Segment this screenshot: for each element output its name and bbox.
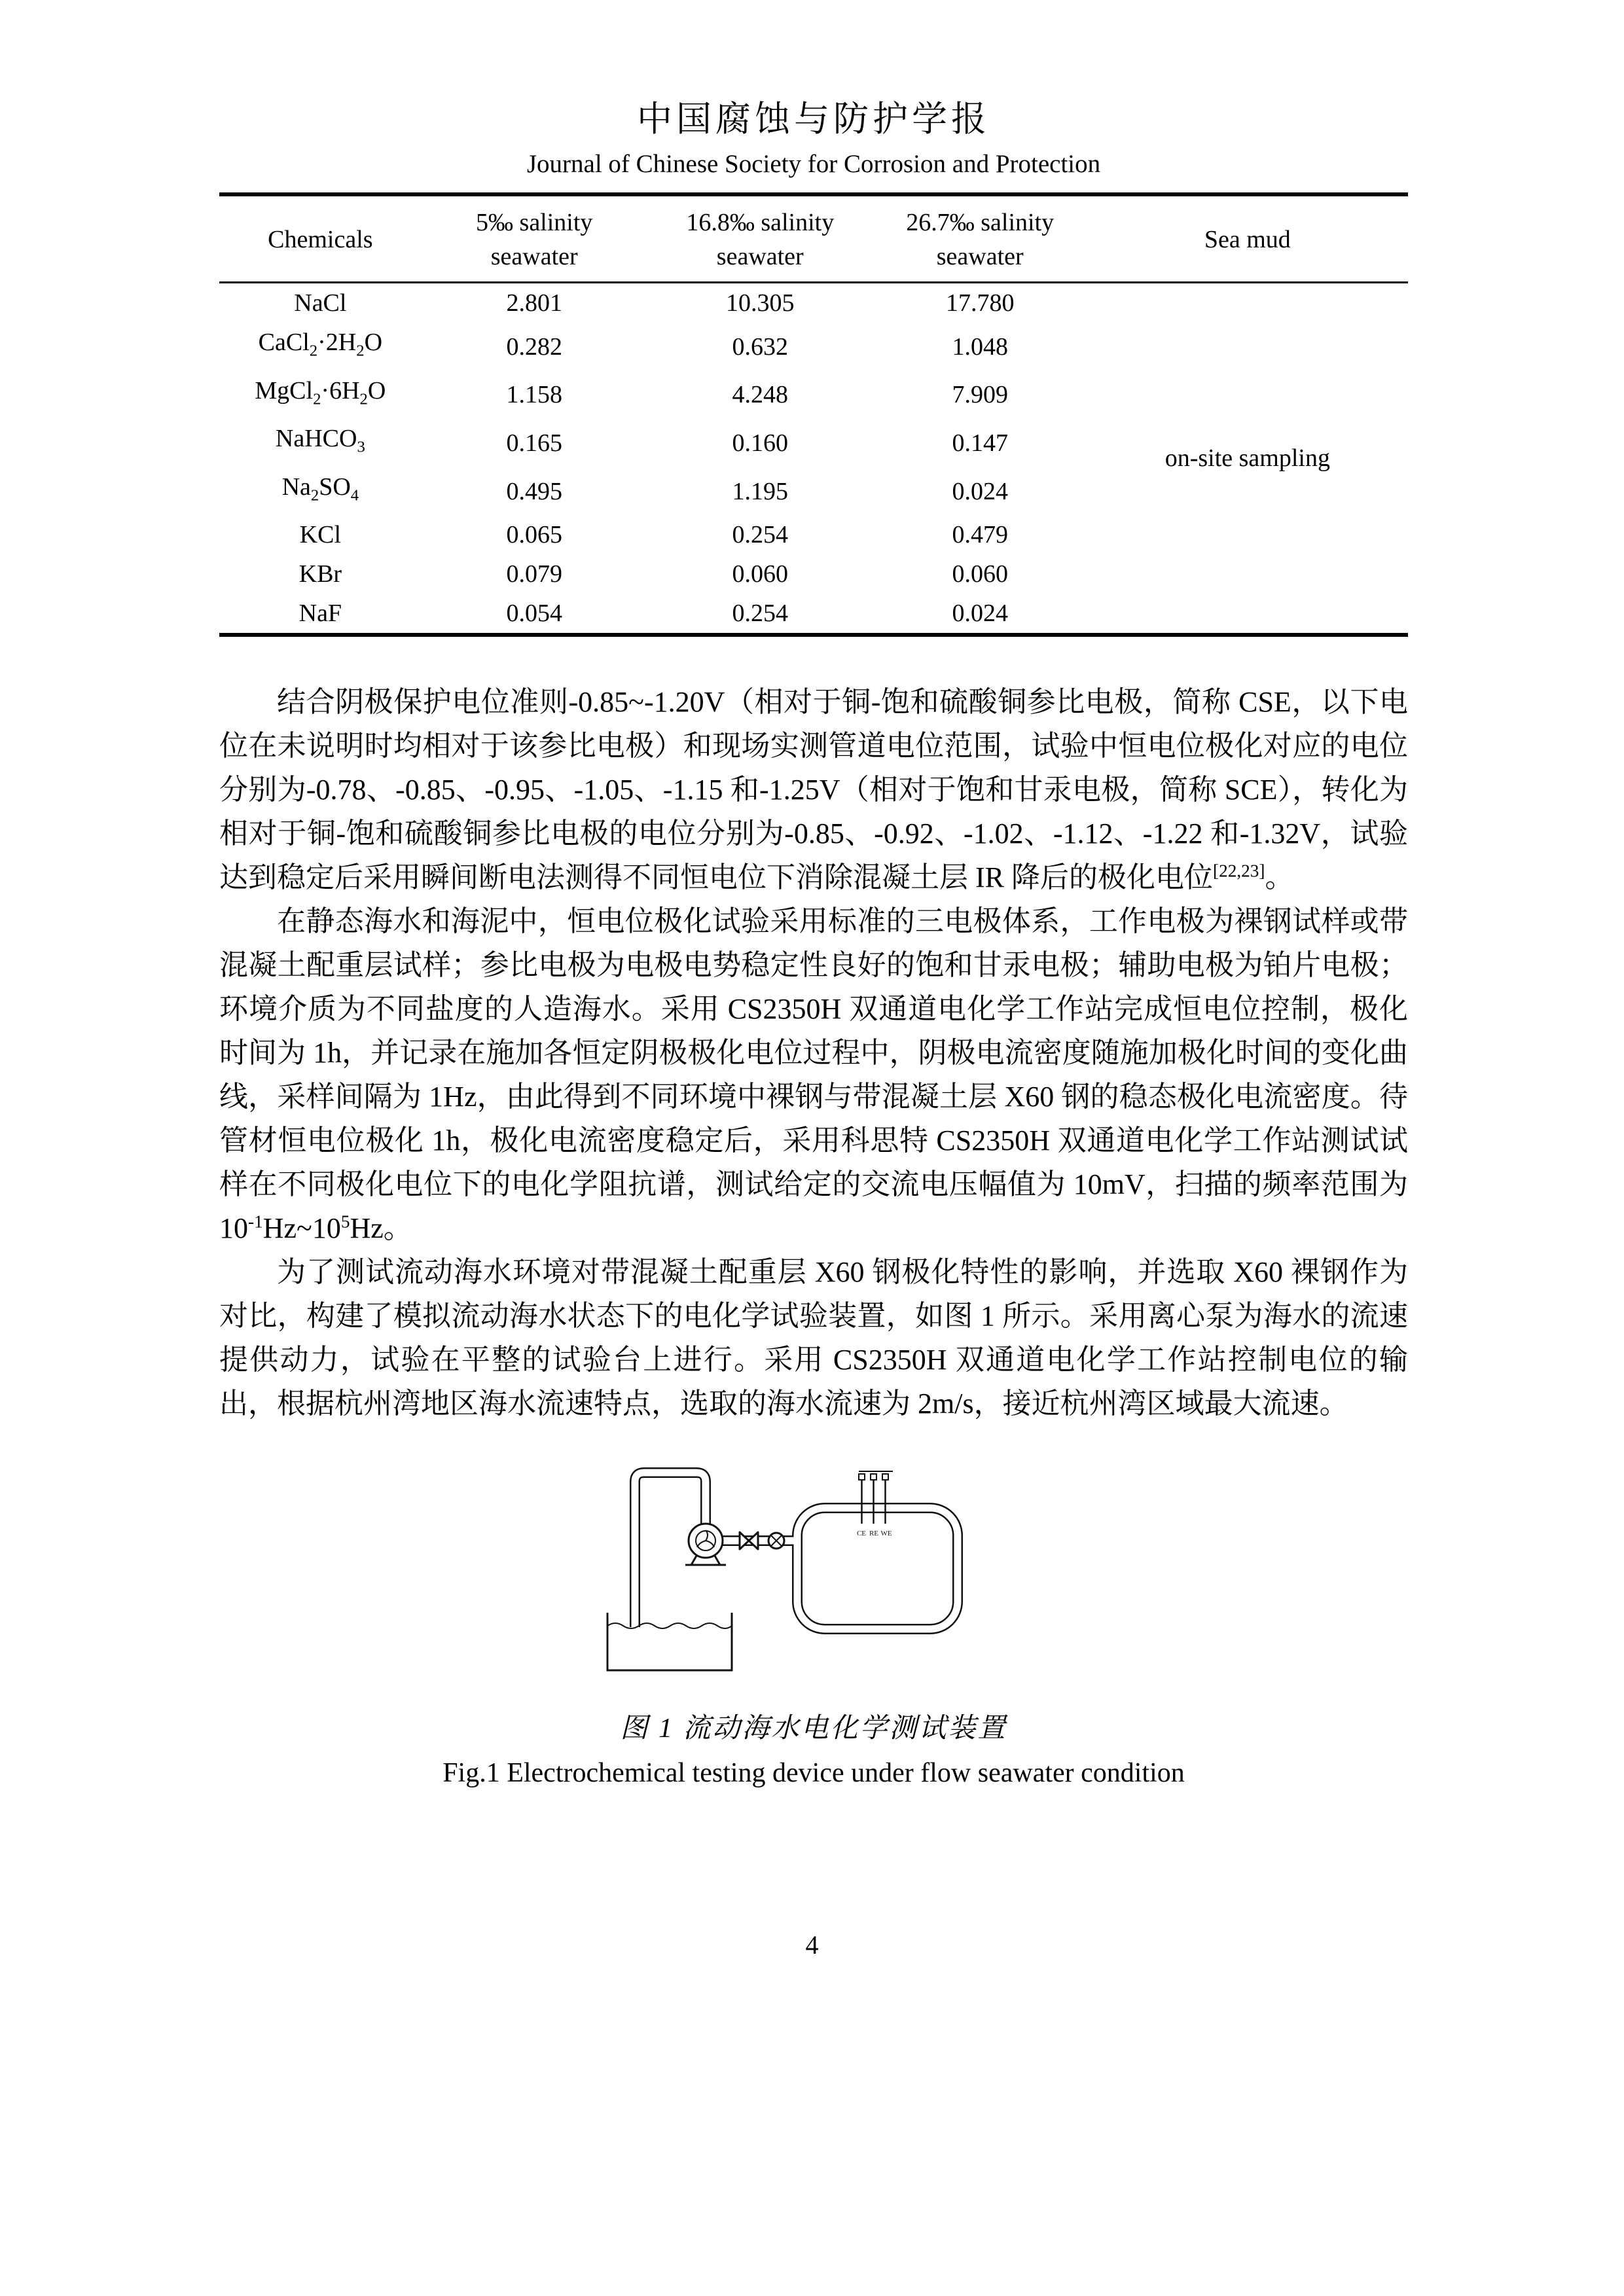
- chemical-name: KBr: [298, 560, 342, 588]
- paragraph-2: 在静态海水和海泥中，恒电位极化试验采用标准的三电极体系，工作电极为裸钢试样或带混凝土配重层试样；参比电极为电极电势稳定性良好的饱和甘汞电极；辅助电极为铂片电极；环境介质为不同盐度的人造海水。采用 CS2350H 双通道电化学工作站完成恒电位控制，极化时间为 1h，并记录在施加各恒定阴极极化电位过程中，阴极电流密度随施加极化时间的变化曲线，采样间隔为 1Hz，由此得到不同环境中裸钢与带混凝土层 X60 钢的稳态极化电流密度。待管材恒电位极化 1h，极化电流密度稳定后，采用科思特 CS2350H 双通道电化学工作站测试试样在不同极化电位下的电化学阻抗谱，测试给定的交流电压幅值为 10mV，扫描的频率范围为 $10^{-1}Hz\sim 10^5Hz$。: [219, 905, 1408, 1245]
- col-header-line: seawater: [936, 243, 1024, 270]
- chemical-name: $CaCl_2\cdot 2H_2O$: [258, 329, 383, 360]
- figure-caption: [219, 1706, 1408, 1789]
- value-cell: 7.909: [952, 381, 1008, 409]
- page-content: [219, 0, 1408, 1789]
- electrode-labels: [857, 1530, 892, 1537]
- figure-caption-cn: 图 1 流动海水电化学测试装置: [620, 1713, 1007, 1744]
- figure-1: [219, 1456, 1408, 1789]
- value-cell: 1.158: [506, 381, 562, 409]
- col-header-salinity-168: [647, 194, 873, 283]
- value-cell: 1.048: [952, 332, 1008, 361]
- electrode-label-we: WE: [880, 1530, 892, 1538]
- value-cell: 4.248: [732, 381, 789, 409]
- value-cell: 0.254: [732, 600, 789, 628]
- value-cell: 10.305: [726, 289, 795, 317]
- col-header-sea-mud: [1087, 194, 1408, 283]
- electrode-probes: [859, 1471, 893, 1524]
- paragraph-1: 结合阴极保护电位准则-0.85~-1.20V（相对于铜-饱和硫酸铜参比电极，简称 CSE，以下电位在未说明时均相对于该参比电极）和现场实测管道电位范围，试验中恒电位极化对应的电位分别为-0.78、-0.85、-0.95、-1.05、-1.15 和-1.25V（相对于饱和甘汞电极，简称 SCE），转化为相对于铜-饱和硫酸铜参比电极的电位分别为-0.85、-0.92、-1.02、-1.12、-1.22 和-1.32V，试验达到稳定后采用瞬间断电法测得不同恒电位下消除混凝土层 IR 降后的极化电位[22,23]。: [219, 686, 1408, 894]
- journal-header: [219, 97, 1408, 181]
- value-cell: 1.195: [732, 477, 789, 505]
- valve-icon: [740, 1532, 758, 1549]
- figure-caption-en: Fig.1 Electrochemical testing device under flow seawater condition: [442, 1758, 1185, 1789]
- value-cell: 0.065: [506, 521, 562, 549]
- chemical-name: $Na_2SO_4$: [281, 473, 359, 505]
- col-header-chemicals: [219, 194, 422, 283]
- value-cell: 0.060: [732, 560, 789, 588]
- value-cell: 0.024: [952, 600, 1008, 628]
- water-tank: [607, 1613, 732, 1670]
- value-cell: 0.024: [952, 477, 1008, 505]
- chemicals-table: [219, 192, 1408, 637]
- flowmeter-icon: [768, 1533, 784, 1549]
- col-header-line: Sea mud: [1204, 226, 1291, 253]
- sea-mud-cell: on-site sampling: [1164, 444, 1330, 473]
- value-cell: 0.060: [952, 560, 1008, 588]
- journal-title-en: Journal of Chinese Society for Corrosion and Protection: [526, 150, 1101, 178]
- value-cell: 0.632: [732, 332, 789, 361]
- value-cell: 0.282: [506, 332, 562, 361]
- chemical-name: NaHCO$_3$: [275, 425, 365, 456]
- page-number: 4: [805, 1930, 819, 1960]
- col-header-line: seawater: [716, 243, 804, 270]
- chemical-name: NaF: [298, 600, 342, 628]
- value-cell: 0.479: [952, 521, 1008, 549]
- col-header-line: 5‰ salinity: [476, 209, 593, 236]
- chemical-name: KCl: [299, 521, 342, 549]
- col-header-salinity-267: [873, 194, 1087, 283]
- col-header-line: 16.8‰ salinity: [686, 209, 835, 236]
- value-cell: 0.079: [506, 560, 562, 588]
- col-header-line: seawater: [490, 243, 578, 270]
- value-cell: 0.054: [506, 600, 562, 628]
- chemical-name: $MgCl_2\cdot 6H_2O$: [255, 376, 386, 408]
- journal-title-cn: 中国腐蚀与防护学报: [637, 99, 990, 139]
- value-cell: 0.147: [952, 429, 1008, 457]
- value-cell: 2.801: [506, 289, 562, 317]
- value-cell: 0.495: [506, 477, 562, 505]
- table-row: [219, 283, 1408, 323]
- value-cell: 17.780: [945, 289, 1015, 317]
- electrode-label-ce: CE: [856, 1530, 867, 1538]
- value-cell: 0.254: [732, 521, 789, 549]
- pump-icon: [685, 1524, 726, 1565]
- col-header-line: 26.7‰ salinity: [906, 209, 1055, 236]
- paragraph-3: 为了测试流动海水环境对带混凝土配重层 X60 钢极化特性的影响，并选取 X60 裸钢作为对比，构建了模拟流动海水状态下的电化学试验装置，如图 1 所示。采用离心泵为海水的流速提供动力，试验在平整的试验台上进行。采用 CS2350H 双通道电化学工作站控制电位的输出，根据杭州湾地区海水流速特点，选取的海水流速为 2m/s，接近杭州湾区域最大流速。: [219, 1256, 1408, 1420]
- col-header-line: Chemicals: [268, 226, 373, 253]
- value-cell: 0.165: [506, 429, 562, 457]
- electrode-label-re: RE: [869, 1530, 879, 1538]
- flow-device-schematic: [601, 1456, 967, 1676]
- chemical-name: NaCl: [294, 289, 347, 317]
- body-text: [219, 680, 1408, 1426]
- table-header-row: [219, 194, 1408, 283]
- col-header-salinity-5: [422, 194, 647, 283]
- value-cell: 0.160: [732, 429, 789, 457]
